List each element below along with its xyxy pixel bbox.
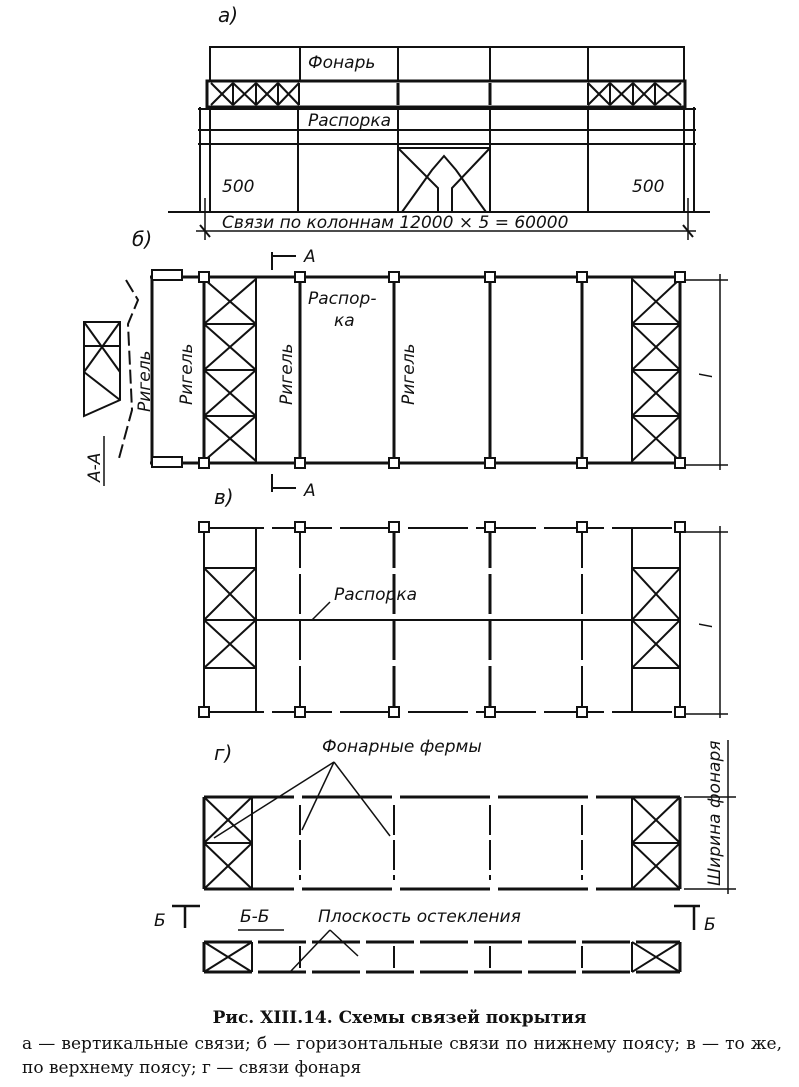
panel-v-tag: в) [214,485,234,509]
vertical-bracing [398,148,490,212]
figure-caption-text: а — вертикальные связи; б — горизонтальные связи по нижнему поясу; в — то же, по верхнему поясу; г — связи фонаря [22,1034,782,1078]
span-label-v: l [697,623,717,628]
beam-label-1: Ригель [135,350,155,412]
dim-right: 500 [632,177,665,197]
panel-b [84,227,728,501]
strut-label-bottom: ка [334,311,355,331]
upper-strut-label: Распорка [334,585,418,605]
lower-chord-bracing-left [204,279,256,461]
section-a-a-sketch [84,280,138,462]
section-b-b-label: Б-Б [240,907,270,927]
lantern-trusses-leaders [214,762,390,838]
x-bracing-right [588,83,681,105]
lower-chord-bracing-right [632,279,680,461]
glazing-plane-label: Плоскость остекления [318,907,521,927]
lantern-bracing-right [632,797,680,889]
lantern-plan [204,797,680,889]
lantern-label: Фонарь [308,53,376,73]
upper-chord-bracing-right [632,568,680,668]
beam-label-2: Ригель [177,343,197,405]
lantern-trusses-label: Фонарные фермы [322,737,482,757]
span-label-b: l [697,373,717,378]
strut-label-top: Распор- [308,289,377,309]
lantern-outline [210,47,684,81]
figure-caption-title: Рис. XIII.14. Схемы связей покрытия [212,1008,587,1028]
beam-label-3: Ригель [277,343,297,405]
section-b-mark-left-label: Б [154,911,166,931]
panel-a-tag: а) [218,3,239,27]
dim-left: 500 [222,177,255,197]
panel-g [154,737,736,972]
panel-g-tag: г) [214,741,233,765]
section-mark-bottom [272,474,296,492]
bracing-dimension-label: Связи по колоннам 12000 × 5 = 60000 [222,213,569,233]
section-mark-top-label: A [304,247,316,267]
section-mark-bottom-label: A [304,481,316,501]
panel-v [199,485,728,718]
panel-b-tag: б) [132,227,153,251]
section-b-b-strip [204,942,680,972]
lantern-bracing-left [204,797,252,889]
section-mark-top [272,252,296,270]
section-b-mark-left [172,906,200,928]
panel-a [168,3,710,240]
lantern-width-label: Ширина фонаря [705,740,725,886]
upper-chord-bracing-left [204,568,256,668]
strut-label: Распорка [308,111,392,131]
section-b-mark-right [674,906,700,930]
x-bracing-left [211,83,299,105]
section-b-mark-right-label: Б [704,915,716,935]
beam-label-4: Ригель [399,343,419,405]
section-a-a-label: A-A [85,452,105,482]
